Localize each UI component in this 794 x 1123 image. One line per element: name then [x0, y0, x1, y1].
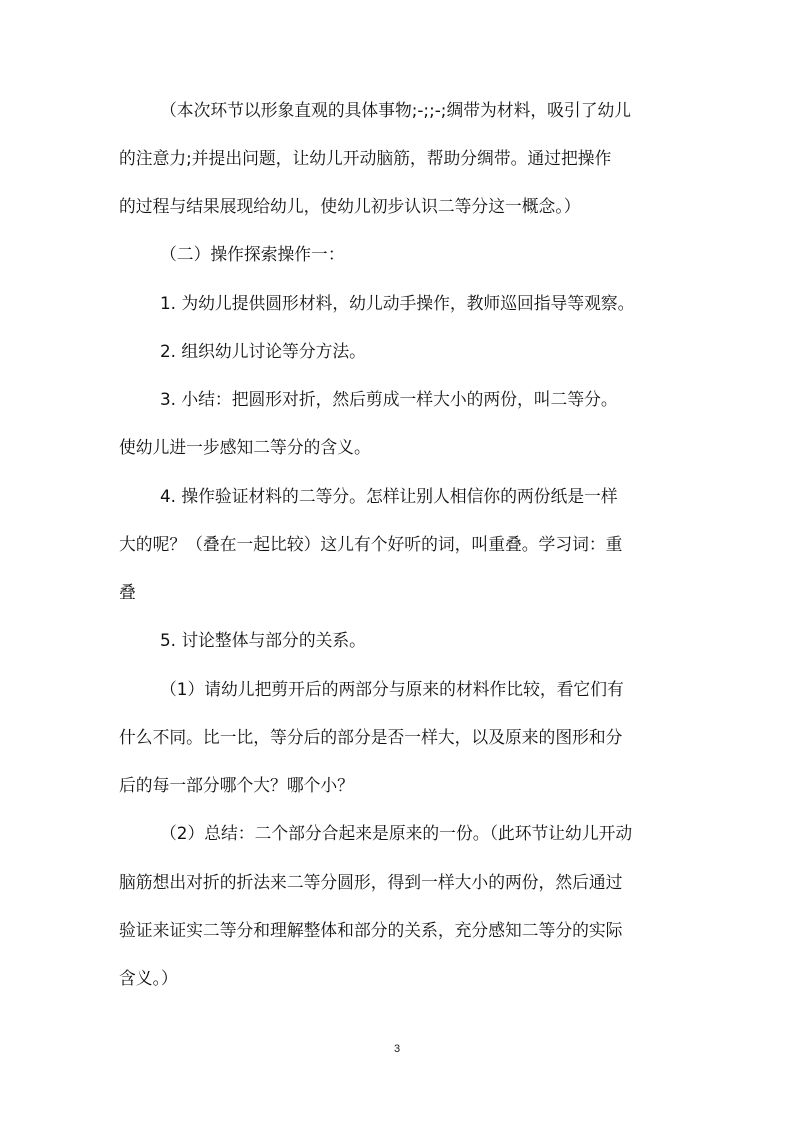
sub-item-2-continued-1: 脑筋想出对折的折法来二等分圆形，得到一样大小的两份，然后通过: [119, 872, 623, 892]
list-item-5: 5. 讨论整体与部分的关系。: [160, 630, 366, 650]
sub-item-1-continued-1: 什么不同。比一比，等分后的部分是否一样大，以及原来的图形和分: [119, 727, 623, 747]
sub-item-1: （1）请幼儿把剪开后的两部分与原来的材料作比较，看它们有: [160, 679, 624, 699]
list-item-2: 2. 组织幼儿讨论等分方法。: [160, 341, 366, 361]
list-item-3: 3. 小结：把圆形对折，然后剪成一样大小的两份，叫二等分。: [160, 389, 618, 409]
sub-item-2-continued-3: 含义。）: [119, 968, 178, 988]
section-heading: （二）操作探索操作一：: [160, 244, 345, 264]
text-line-2: 的注意力;并提出问题，让幼儿开动脑筋，帮助分绸带。通过把操作: [119, 148, 612, 168]
text-line-1: （本次环节以形象直观的具体事物;-;;-;绸带为材料，吸引了幼儿: [160, 100, 632, 120]
list-item-4: 4. 操作验证材料的二等分。怎样让别人相信你的两份纸是一样: [160, 486, 618, 506]
text-line-3: 的过程与结果展现给幼儿，使幼儿初步认识二等分这一概念。）: [119, 196, 581, 216]
sub-item-2-continued-2: 验证来证实二等分和理解整体和部分的关系，充分感知二等分的实际: [119, 920, 623, 940]
page-number: 3: [393, 1043, 401, 1055]
list-item-3-continued: 使幼儿进一步感知二等分的含义。: [119, 437, 371, 457]
sub-item-2: （2）总结：二个部分合起来是原来的一份。（此环节让幼儿开动: [160, 823, 633, 843]
list-item-1: 1. 为幼儿提供圆形材料，幼儿动手操作，教师巡回指导等观察。: [160, 293, 635, 313]
list-item-4-continued-2: 叠: [119, 582, 136, 602]
sub-item-1-continued-2: 后的每一部分哪个大？哪个小？: [119, 775, 354, 795]
list-item-4-continued-1: 大的呢？（叠在一起比较）这儿有个好听的词，叫重叠。学习词：重: [119, 534, 623, 554]
